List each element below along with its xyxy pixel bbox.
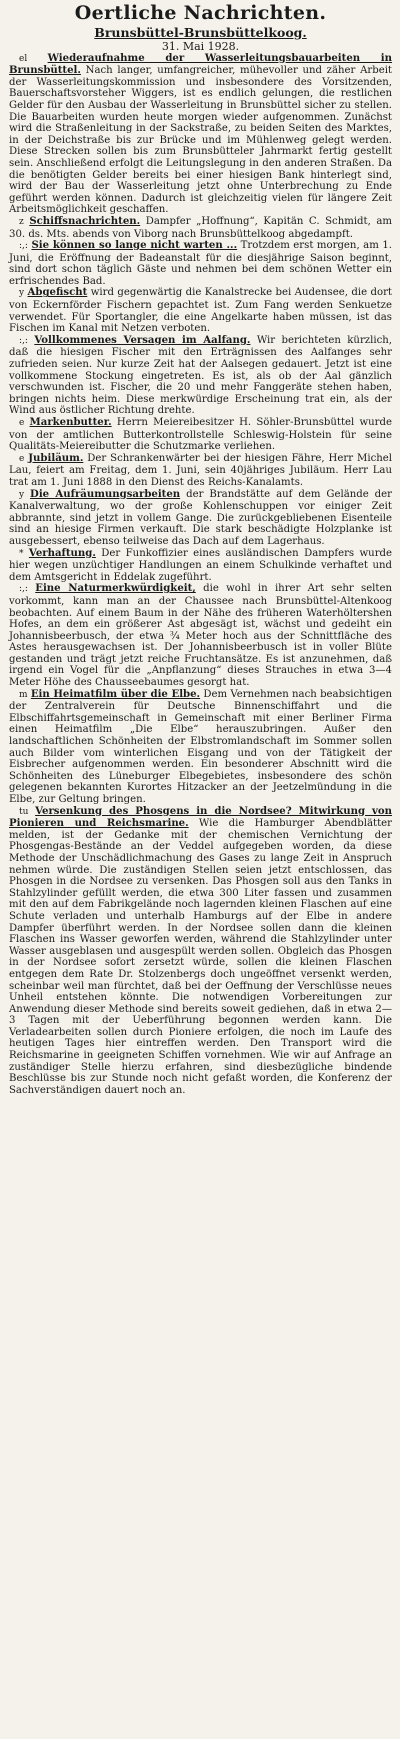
article-headline: Versenkung des Phosgens in die Nordsee? Mitwirkung von Pionieren und Reichsmarine. <box>9 804 393 830</box>
article-mark: y <box>19 288 25 299</box>
article-mark: el <box>19 53 28 64</box>
article-headline: Markenbutter. <box>29 416 112 429</box>
article-body: Dampfer „Hoffnung“, Kapitän C. Schmidt, am 30. ds. Mts. abends von Viborg nach Brunsbüttelkoog abgedampft. <box>9 215 393 240</box>
article-mark: z <box>19 216 24 227</box>
article-badeanstalt <box>9 240 392 287</box>
article-headline: Ein Heimatfilm über die Elbe. <box>30 687 201 700</box>
article-headline: Wiederaufnahme der Wasserleitungsbauarbeiten in Brunsbüttel. <box>9 51 393 77</box>
article-body: der Brandstätte auf dem Gelände der Kanalverwaltung, wo der große Kohlenschuppen vor einiger Zeit abbrannte, sind jetzt in vollem Gange. Die zurückgebliebenen Eisenteile sind an hiesige Firmen verkauft. Die stark beschädigte Holzplanke ist ausgebessert, ebenso teilweise das Dach auf dem Lagerhaus. <box>9 488 392 547</box>
article-abgefischt <box>9 287 392 334</box>
article-body: die wohl in ihrer Art sehr selten vorkommt, kann man an der Chaussee nach Brunsbüttel-Altenkoog beobachten. Auf einem Baum in der Nähe des früheren Waterhöltershen Hofes, an dem ein größerer Ast abgesägt ist, wächst und gedeiht ein Johannisbeerbusch, der etwa ¾ Meter hoch aus der Schnittfläche des Astes herausgewachsen ist. Der Johannisbeerbusch ist in voller Blüte gestanden und trägt jetzt reiche Fruchtansätze. Es ist anzunehmen, daß irgend ein Vogel für die „Anpflanzung“ dieses Strauches in etwa 3—4 Meter Höhe des Chausseebaumes gesorgt hat. <box>9 583 393 689</box>
section-title: Oertliche Nachrichten. <box>74 2 327 24</box>
article-body: Trotzdem erst morgen, am 1. Juni, die Eröffnung der Badeanstalt für die diesjährige Saison beginnt, sind dort schon täglich Gäste und nehmen bei dem schönen Wetter ein erfrischendes Bad. <box>9 240 392 287</box>
article-jubilaeum <box>9 453 392 489</box>
article-aufraeumung <box>9 489 392 548</box>
article-mark: e <box>19 453 25 464</box>
article-heimatfilm <box>9 689 392 806</box>
article-mark: tu <box>19 806 29 817</box>
section-subtitle: Brunsbüttel-Brunsbüttelkoog. <box>94 24 307 40</box>
article-schiffsnachrichten <box>9 216 392 240</box>
article-naturmerkwuerdigkeit <box>9 583 392 688</box>
article-headline: Schiffsnachrichten. <box>29 214 141 227</box>
article-body: Der Schrankenwärter bei der hiesigen Fähre, Herr Michel Lau, feiert am Freitag, dem 1. Juni, sein 40jähriges Jubiläum. Herr Lau trat am 1. Juni 1888 in den Dienst des Reichs-Kanalamts. <box>9 452 393 488</box>
article-headline: Jubiläum. <box>28 451 84 464</box>
article-mark: :,: <box>19 241 28 252</box>
article-markenbutter <box>9 417 392 453</box>
article-body: wird gegenwärtig die Kanalstrecke bei Audensee, die dort von Eckernförder Fischern gepachtet ist. Zum Fang werden Senkuetze verwendet. Für Sportangler, die eine Angelkarte haben müssen, ist das Fischen im Kanal mit Netzen verboten. <box>9 287 392 335</box>
article-headline: Verhaftung. <box>28 546 96 559</box>
article-verhaftung <box>9 548 392 584</box>
article-body: Wie die Hamburger Abendblätter melden, ist der Gedanke mit der chemischen Vernichtung der Phosgengas-Bestände an der Veddel aufgegeben worden, da diese Methode der Unschädlichmachung des Gases zu lange Zeit in Anspruch nehmen würde. Die zuständigen Stellen seien jetzt entschlossen, das Phosgen in die Nordsee zu versenken. Das Phosgen soll aus den Tanks in Stahlzylinder gefüllt werden, die etwa 300 Liter fassen und zusammen mit den auf dem Fabrikgelände noch lagernden kleinen Flaschen auf eine Schute verladen und unterhalb Hamburgs auf der Elbe in andere Dampfer überführt werden. In der Nordsee sollen dann die kleinen Flaschen ins Wasser geworfen werden, während die Stahlzylinder unter Wasser ausgeblasen und ausgespült werden sollen. Obgleich das Phosgen in der Nordsee sofort zersetzt würde, sollen die kleinen Flaschen entgegen dem Rate Dr. Stolzenbergs doch ungeöffnet versenkt werden, scheinbar weil man fürchtet, daß bei der Oeffnung der Verschlüsse neues Unheil entstehen könnte. Die notwendigen Vorbereitungen zur Anwendung dieser Methode sind bereits soweit gediehen, daß in etwa 2—3 Tagen mit der Ueberführung begonnen werden kann. Die Verladearbeiten sollen durch Pioniere erfolgen, die noch im Laufe des heutigen Tages hier eintreffen werden. Den Transport wird die Reichsmarine in geeigneten Schiffen vornehmen. Wie wir auf Anfrage an zuständiger Stelle hierzu erfahren, sind diesbezügliche bindende Beschlüsse bis zur Stunde noch nicht gefaßt worden, die Konferenz der Sachverständigen dauert noch an. <box>9 818 392 1096</box>
article-mark: * <box>19 548 24 559</box>
article-headline: Eine Naturmerkwürdigkeit, <box>35 582 196 595</box>
article-body: Wir berichteten kürzlich, daß die hiesigen Fischer mit den Erträgnissen des Aalfanges sehr zufrieden seien. Nur kurze Zeit hat der Aalsegen gedauert. Jetzt ist eine vollkommene Stockung eingetreten. Es ist, als ob der Aal gänzlich verschwunden ist. Fischer, die 20 und mehr Fanggeräte stehen haben, bringen nichts heim. Diese merkwürdige Erscheinung trat ein, als der Wind aus östlicher Richtung drehte. <box>9 334 393 417</box>
article-aalfang <box>9 335 392 417</box>
article-mark: y <box>19 489 25 500</box>
article-mark: m <box>19 689 28 700</box>
article-headline: Vollkommenes Versagen im Aalfang. <box>34 333 251 346</box>
article-headline: Die Aufräumungsarbeiten <box>30 487 181 500</box>
article-body: Dem Vernehmen nach beabsichtigen der Zentralverein für Deutsche Binnenschiffahrt und die Elbschiffahrtsgemeinschaft in Gemeinschaft mit einer Berliner Firma einen Heimatfilm „Die Elbe“ herauszubringen. Außer den landschaftlichen Schönheiten der Elbstromlandschaft im Sommer sollen auch Bilder vom winterlichen Eisgang und von der Tätigkeit der Eisbrecher aufgenommen werden. Ein besonderer Abschnitt wird die Schönheiten des Lüneburger Elbegebietes, insbesondere des schön gelegenen bekannten Kurortes Hitzacker an der Jeetzelmündung in die Elbe, zur Geltung bringen. <box>9 688 392 806</box>
article-body: Herrn Meiereibesitzer H. Söhler-Brunsbüttel wurde von der amtlichen Butterkontrollstelle Schleswig-Holstein für seine Qualitäts-Meiereibutter die Schutzmarke verliehen. <box>9 417 393 453</box>
masthead <box>9 4 392 53</box>
article-body: Nach langer, umfangreicher, mühevoller und zäher Arbeit der Wasserleitungskommission und insbesondere des Vorsitzenden, Bauerschaftsvorsteher Wiggers, ist es endlich gelungen, die restlichen Gelder für den Ausbau der Wasserleitung in Brunsbüttel sicher zu stellen. Die Bauarbeiten wurden heute morgen wieder aufgenommen. Zunächst wird die Straßenleitung in der Sackstraße, zu beiden Seiten des Marktes, in der Deichstraße bis zur Brücke und im Mühlenweg gelegt werden. Diese Strecken sollen bis zum Brunsbütteler Jahrmarkt fertig gestellt sein. Anschließend erfolgt die Leitungslegung in den anderen Straßen. Da die benötigten Gelder bereits bei einer hiesigen Bank hinterlegt sind, wird der Bau der Wasserleitung jetzt ohne Unterbrechung zu Ende geführt werden können. Dadurch ist gleichzeitig vielen für längere Zeit Arbeitsmöglichkeit geschaffen. <box>9 65 392 216</box>
article-body: Der Funkoffizier eines ausländischen Dampfers wurde hier wegen unzüchtiger Handlungen an einem Schulkinde verhaftet und dem Amtsgericht in Eddelak zugeführt. <box>9 547 393 583</box>
issue-date: 31. Mai 1928. <box>161 40 240 54</box>
article-mark: e <box>19 418 25 429</box>
article-phosgen <box>9 806 392 1097</box>
article-wasserleitung <box>9 53 392 216</box>
article-headline: Abgefischt <box>27 286 88 299</box>
article-mark: :,: <box>19 584 28 595</box>
article-mark: :,: <box>19 335 28 346</box>
article-headline: Sie können so lange nicht warten ... <box>31 239 238 252</box>
